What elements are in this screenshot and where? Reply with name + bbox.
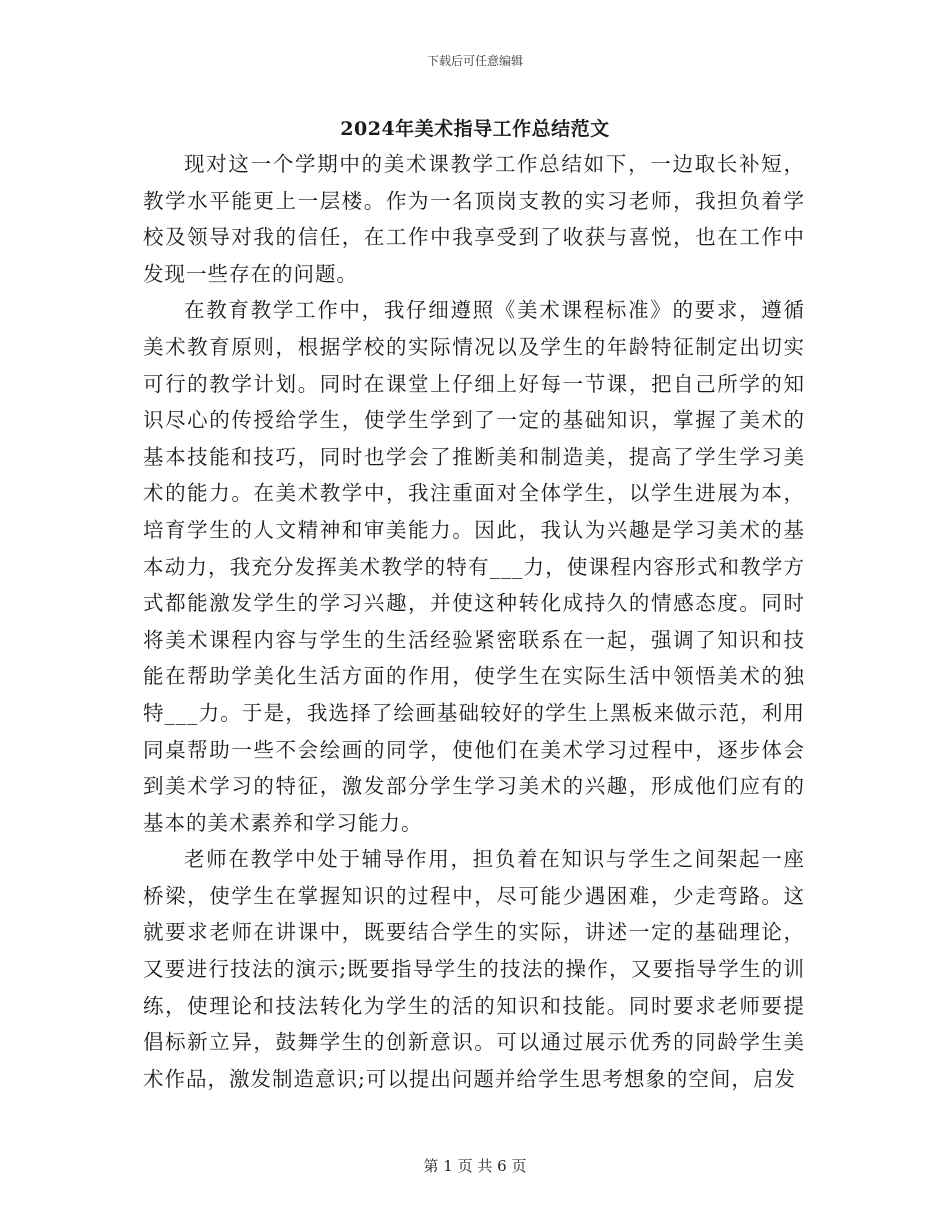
paragraph-2: 在教育教学工作中，我仔细遵照《美术课程标准》的要求，遵循美术教育原则，根据学校的实际情况以及学生的年龄特征制定出切实可行的教学计划。同时在课堂上仔细上好每一节课，把自己所学的知识尽心的传授给学生，使学生学到了一定的基础知识，掌握了美术的基本技能和技巧，同时也学会了推断美和制造美，提高了学生学习美术的能力。在美术教学中，我注重面对全体学生，以学生进展为本，培育学生的人文精神和审美能力。因此，我认为兴趣是学习美术的基本动力，我充分发挥美术教学的特有___力，使课程内容形式和教学方式都能激发学生的学习兴趣，并使这种转化成持久的情感态度。同时将美术课程内容与学生的生活经验紧密联系在一起，强调了知识和技能在帮助学美化生活方面的作用，使学生在实际生活中领悟美术的独特___力。于是，我选择了绘画基础较好的学生上黑板来做示范，利用同桌帮助一些不会绘画的同学，使他们在美术学习过程中，逐步体会到美术学习的特征，激发部分学生学习美术的兴趣，形成他们应有的基本的美术素养和学习能力。 bbox=[143, 298, 805, 835]
document-body bbox=[143, 146, 805, 1097]
header-note: 下载后可任意编辑 bbox=[426, 54, 523, 68]
paragraph-1: 现对这一个学期中的美术课教学工作总结如下，一边取长补短，教学水平能更上一层楼。作为一名顶岗支教的实习老师，我担负着学校及领导对我的信任，在工作中我享受到了收获与喜悦，也在工作中发现一些存在的问题。 bbox=[143, 152, 805, 286]
document-title: 2024年美术指导工作总结范文 bbox=[340, 118, 610, 140]
page-number-footer: 第 1 页 共 6 页 bbox=[423, 1157, 527, 1175]
paragraph-3: 老师在教学中处于辅导作用，担负着在知识与学生之间架起一座桥梁，使学生在掌握知识的过程中，尽可能少遇困难，少走弯路。这就要求老师在讲课中，既要结合学生的实际，讲述一定的基础理论，又要进行技法的演示;既要指导学生的技法的操作，又要指导学生的训练，使理论和技法转化为学生的活的知识和技能。同时要求老师要提倡标新立异，鼓舞学生的创新意识。可以通过展示优秀的同龄学生美术作品，激发制造意识;可以提出问题并给学生思考想象的空间，启发 bbox=[143, 847, 805, 1091]
